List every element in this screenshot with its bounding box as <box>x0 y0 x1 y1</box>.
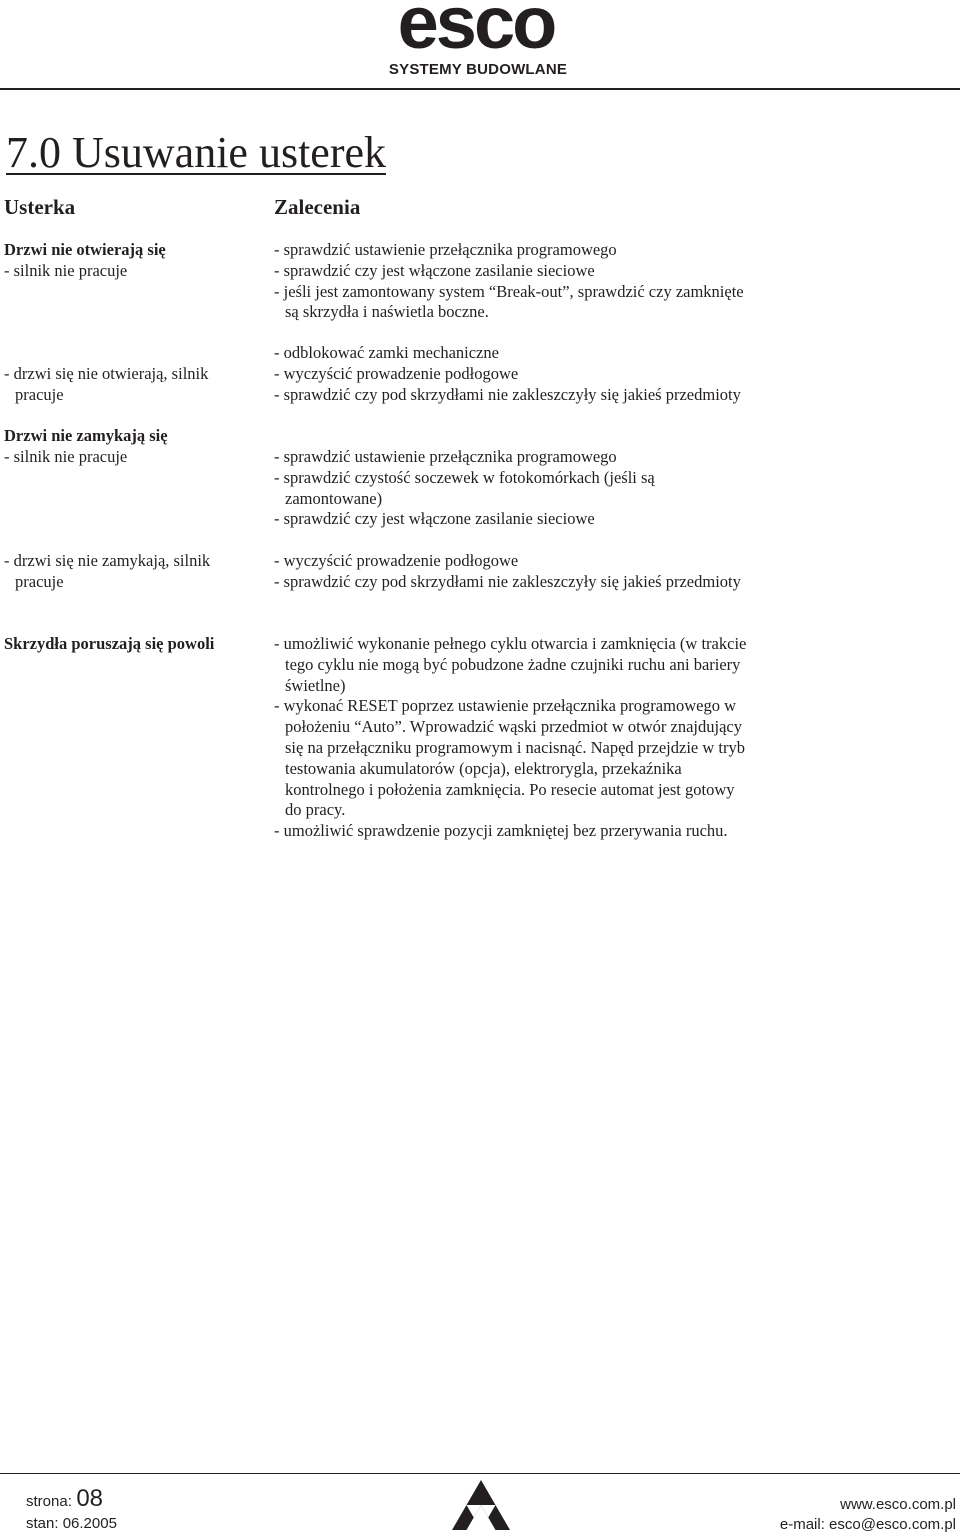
recommendation-line: - sprawdzić ustawienie przełącznika programowego <box>274 447 617 466</box>
email-link[interactable]: e-mail: esco@esco.com.pl <box>779 1516 956 1533</box>
fault-heading: Drzwi nie otwierają się <box>4 240 166 259</box>
page-info <box>26 1485 117 1532</box>
recommendation-line: - umożliwić sprawdzenie pozycji zamkniętej bez przerywania ruchu. <box>274 821 728 841</box>
recommendation-line: - sprawdzić czy pod skrzydłami nie zakleszczyły się jakieś przedmioty <box>274 571 741 591</box>
footer-divider <box>0 1473 960 1474</box>
recommendation-line: - sprawdzić czystość soczewek w fotokomórkach (jeśli są <box>274 467 655 487</box>
recommendation-line: zamontowane) <box>285 488 383 508</box>
logo-subtitle: SYSTEMY BUDOWLANE <box>388 61 568 78</box>
recommendation-line: do pracy. <box>285 800 346 820</box>
recommendation-line: - odblokować zamki mechaniczne <box>274 343 499 362</box>
column-header-recommendation: Zalecenia <box>274 195 361 219</box>
recommendation-cell <box>274 634 834 842</box>
date-label: stan: <box>26 1515 59 1532</box>
recommendation-line: - jeśli jest zamontowany system “Break-out”, sprawdzić czy zamknięte <box>274 281 744 301</box>
recommendation-line: położeniu “Auto”. Wprowadzić wąski przedmiot w otwór znajdujący <box>285 717 742 737</box>
page-title: 7.0 Usuwanie usterek <box>6 128 387 177</box>
recommendation-cell <box>274 240 834 323</box>
recommendation-line: się na przełączniku programowym i nacisnąć. Napęd przejdzie w tryb <box>285 737 745 757</box>
fault-cell <box>4 551 264 593</box>
recommendation-cell <box>274 343 834 405</box>
recommendation-line: tego cyklu nie mogą być pobudzone żadne czujniki ruchu ani bariery <box>285 654 741 674</box>
recommendation-cell <box>274 551 834 593</box>
logo-text: esco <box>397 0 555 64</box>
fault-cell <box>4 364 264 406</box>
website-link[interactable]: www.esco.com.pl <box>840 1496 956 1513</box>
triangle-logo-icon <box>452 1480 510 1530</box>
recommendation-line: - sprawdzić czy pod skrzydłami nie zakleszczyły się jakieś przedmioty <box>274 384 741 404</box>
fault-line: pracuje <box>15 384 64 404</box>
fault-cell <box>4 634 264 655</box>
recommendation-line: - sprawdzić ustawienie przełącznika programowego <box>274 240 617 259</box>
date-value: 06.2005 <box>62 1515 117 1532</box>
fault-cell <box>4 240 264 282</box>
page-label: strona: <box>26 1493 72 1510</box>
recommendation-cell <box>274 447 834 530</box>
header-divider <box>0 88 960 90</box>
fault-line: - silnik nie pracuje <box>4 446 128 466</box>
fault-line: - silnik nie pracuje <box>4 260 128 280</box>
recommendation-line: - sprawdzić czy jest włączone zasilanie sieciowe <box>274 509 595 529</box>
fault-heading: Skrzydła poruszają się powoli <box>4 634 215 653</box>
fault-line: pracuje <box>15 571 64 591</box>
recommendation-line: świetlne) <box>285 675 346 695</box>
recommendation-line: - wyczyścić prowadzenie podłogowe <box>274 551 519 570</box>
recommendation-line: są skrzydła i naświetla boczne. <box>285 302 489 322</box>
recommendation-line: - sprawdzić czy jest włączone zasilanie sieciowe <box>274 260 595 280</box>
fault-line: - drzwi się nie zamykają, silnik <box>4 551 211 570</box>
recommendation-line: - wyczyścić prowadzenie podłogowe <box>274 363 519 383</box>
fault-cell <box>4 426 264 468</box>
recommendation-line: - umożliwić wykonanie pełnego cyklu otwarcia i zamknięcia (w trakcie <box>274 634 747 653</box>
recommendation-line: testowania akumulatorów (opcja), elektrorygla, przekaźnika <box>285 758 682 778</box>
recommendation-line: kontrolnego i położenia zamknięcia. Po resecie automat jest gotowy <box>285 779 735 799</box>
esco-logo <box>376 0 586 82</box>
page-number: 08 <box>76 1485 104 1512</box>
contact-info <box>780 1495 956 1535</box>
column-header-fault: Usterka <box>4 195 76 219</box>
fault-heading: Drzwi nie zamykają się <box>4 426 168 445</box>
fault-line: - drzwi się nie otwierają, silnik <box>4 364 209 383</box>
recommendation-line: - wykonać RESET poprzez ustawienie przełącznika programowego w <box>274 696 736 716</box>
